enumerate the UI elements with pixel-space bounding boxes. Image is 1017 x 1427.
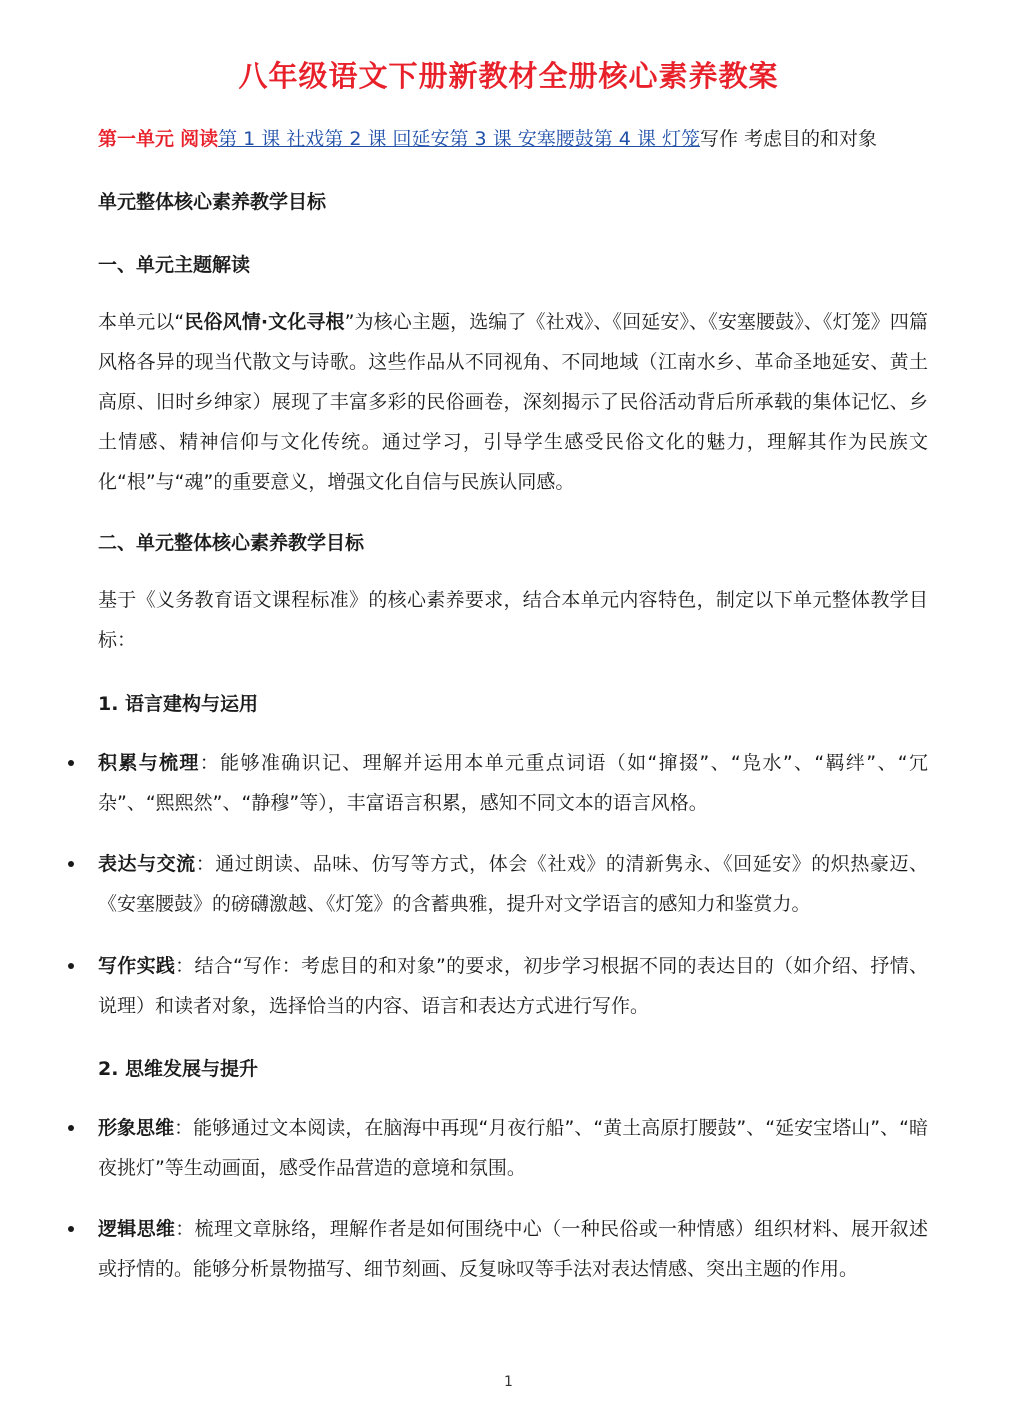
writing-label: 写作 考虑目的和对象 bbox=[699, 128, 877, 150]
list-item bbox=[62, 946, 928, 1026]
heading-theme-interpretation: 一、单元主题解读 bbox=[98, 254, 251, 276]
bullet-icon bbox=[68, 760, 74, 766]
page-number: 1 bbox=[504, 1374, 513, 1390]
bullet-icon bbox=[68, 963, 74, 969]
document-title: 八年级语文下册新教材全册核心素养教案 bbox=[238, 59, 779, 93]
bullet-label: 形象思维 bbox=[98, 1117, 175, 1139]
bullet-icon bbox=[68, 861, 74, 867]
bullet-icon bbox=[68, 1226, 74, 1232]
reading-label: 阅读 bbox=[180, 128, 219, 150]
intro-pre: 本单元以“ bbox=[98, 311, 185, 333]
lesson-link-3[interactable]: 第 3 课 安塞腰鼓 bbox=[449, 128, 594, 150]
intro-paragraph bbox=[98, 302, 928, 502]
unit-navigation-line bbox=[98, 126, 958, 152]
bullet-label: 表达与交流 bbox=[98, 853, 196, 875]
list-item bbox=[62, 1209, 928, 1289]
intro-theme-bold: 民俗风情·文化寻根 bbox=[184, 311, 345, 333]
lesson-link-1[interactable]: 第 1 课 社戏 bbox=[218, 128, 325, 150]
bullet-text: ：通过朗读、品味、仿写等方式，体会《社戏》的清新隽永、《回延安》的炽热豪迈、《安塞腰鼓》的磅礴激越、《灯笼》的含蓄典雅，提升对文学语言的感知力和鉴赏力。 bbox=[98, 853, 928, 915]
lesson-link-2[interactable]: 第 2 课 回延安 bbox=[324, 128, 450, 150]
intro-post: ”为核心主题，选编了《社戏》、《回延安》、《安塞腰鼓》、《灯笼》四篇风格各异的现当代散文与诗歌。这些作品从不同视角、不同地域（江南水乡、革命圣地延安、黄土高原、旧时乡绅家）展现了丰富多彩的民俗画卷，深刻揭示了民俗活动背后所承载的集体记忆、乡土情感、精神信仰与文化传统。通过学习，引导学生感受民俗文化的魅力，理解其作为民族文化“根”与“魂”的重要意义，增强文化自信与民族认同感。 bbox=[98, 311, 929, 493]
bullet-label: 积累与梳理 bbox=[98, 752, 200, 774]
subheading-language: 1. 语言建构与运用 bbox=[98, 693, 259, 715]
bullet-label: 逻辑思维 bbox=[98, 1218, 176, 1240]
list-item bbox=[62, 844, 928, 924]
heading-core-goals: 二、单元整体核心素养教学目标 bbox=[98, 532, 365, 554]
bullet-text: ：能够准确识记、理解并运用本单元重点词语（如“撺掇”、“凫水”、“羁绊”、“冗杂”、“熙熙然”、“静穆”等），丰富语言积累，感知不同文本的语言风格。 bbox=[98, 752, 928, 814]
basis-paragraph: 基于《义务教育语文课程标准》的核心素养要求，结合本单元内容特色，制定以下单元整体教学目标： bbox=[98, 589, 928, 651]
list-item bbox=[62, 743, 928, 823]
unit-label: 第一单元 bbox=[98, 128, 175, 150]
lesson-link-4[interactable]: 第 4 课 灯笼 bbox=[593, 128, 700, 150]
bullet-text: ：能够通过文本阅读，在脑海中再现“月夜行船”、“黄土高原打腰鼓”、“延安宝塔山”、“暗夜挑灯”等生动画面，感受作品营造的意境和氛围。 bbox=[98, 1117, 928, 1179]
bullet-text: ：结合“写作：考虑目的和对象”的要求，初步学习根据不同的表达目的（如介绍、抒情、说理）和读者对象，选择恰当的内容、语言和表达方式进行写作。 bbox=[98, 955, 928, 1017]
bullet-label: 写作实践 bbox=[98, 955, 176, 977]
list-item bbox=[62, 1108, 928, 1188]
bullet-text: ：梳理文章脉络，理解作者是如何围绕中心（一种民俗或一种情感）组织材料、展开叙述或抒情的。能够分析景物描写、细节刻画、反复咏叹等手法对表达情感、突出主题的作用。 bbox=[98, 1218, 928, 1280]
bullet-icon bbox=[68, 1125, 74, 1131]
subheading-thinking: 2. 思维发展与提升 bbox=[98, 1058, 259, 1080]
section-goal-title: 单元整体核心素养教学目标 bbox=[98, 191, 327, 213]
